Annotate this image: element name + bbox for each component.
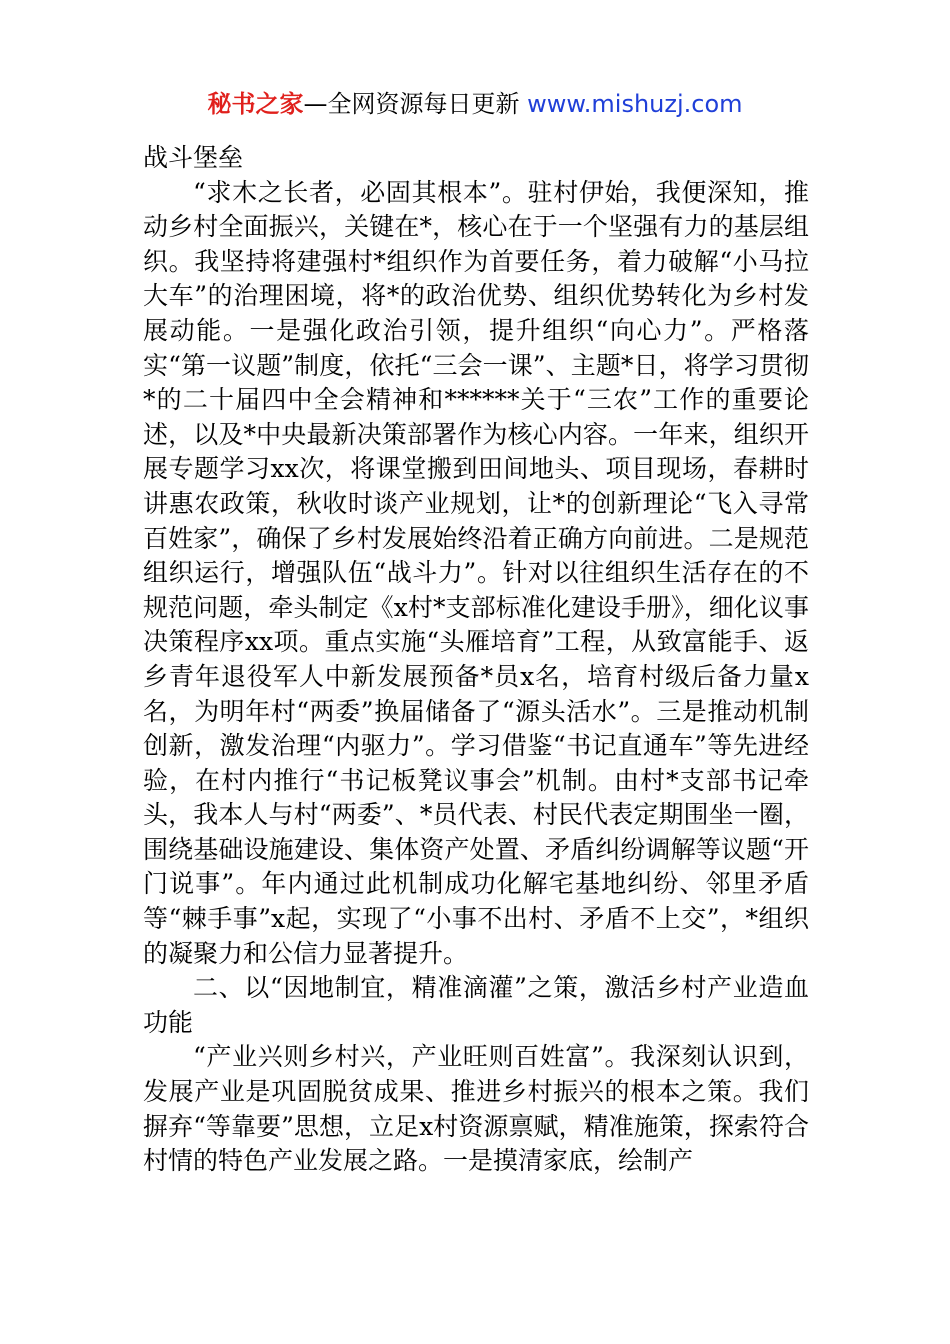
site-tagline: —全网资源每日更新 xyxy=(303,90,520,118)
section-heading-continuation: 战斗堡垒 xyxy=(143,143,244,172)
section-heading: 二、以“因地制宜，精准滴灌”之策，激活乡村产业造血功能 xyxy=(143,973,809,1037)
body-paragraph: “产业兴则乡村兴，产业旺则百姓富”。我深刻认识到，发展产业是巩固脱贫成果、推进乡村振兴的根本之策。我们摒弃“等靠要”思想，立足x村资源禀赋，精准施策，探索符合村情的特色产业发展之路。一是摸清家底，绘制产 xyxy=(143,1042,809,1176)
body-paragraph: “求木之长者，必固其根本”。驻村伊始，我便深知，推动乡村全面振兴，关键在*，核心在于一个坚强有力的基层组织。我坚持将建强村*组织作为首要任务，着力破解“小马拉大车”的治理困境，将*的政治优势、组织优势转化为乡村发展动能。一是强化政治引领，提升组织“向心力”。严格落实“第一议题”制度，依托“三会一课”、主题*日，将学习贯彻*的二十届四中全会精神和******关于“三农”工作的重要论述，以及*中央最新决策部署作为核心内容。一年来，组织开展专题学习xx次，将课堂搬到田间地头、项目现场，春耕时讲惠农政策，秋收时谈产业规划，让*的创新理论“飞入寻常百姓家”，确保了乡村发展始终沿着正确方向前进。二是规范组织运行，增强队伍“战斗力”。针对以往组织生活存在的不规范问题，牵头制定《x村*支部标准化建设手册》，细化议事决策程序xx项。重点实施“头雁培育”工程，从致富能手、返乡青年退役军人中新发展预备*员x名，培育村级后备力量x名，为明年村“两委”换届储备了“源头活水”。三是推动机制创新，激发治理“内驱力”。学习借鉴“书记直通车”等先进经验，在村内推行“书记板凳议事会”机制。由村*支部书记牵头，我本人与村“两委”、*员代表、村民代表定期围坐一圈，围绕基础设施建设、集体资产处置、矛盾纠纷调解等议题“开门说事”。年内通过此机制成功化解宅基地纠纷、邻里矛盾等“棘手事”x起，实现了“小事不出村、矛盾不上交”，*组织的凝聚力和公信力显著提升。 xyxy=(143,177,809,968)
site-brand: 秘书之家 xyxy=(207,90,304,118)
site-url-link[interactable]: www.mishuzj.com xyxy=(527,90,743,118)
document-body xyxy=(143,141,809,1179)
site-header xyxy=(0,86,950,122)
